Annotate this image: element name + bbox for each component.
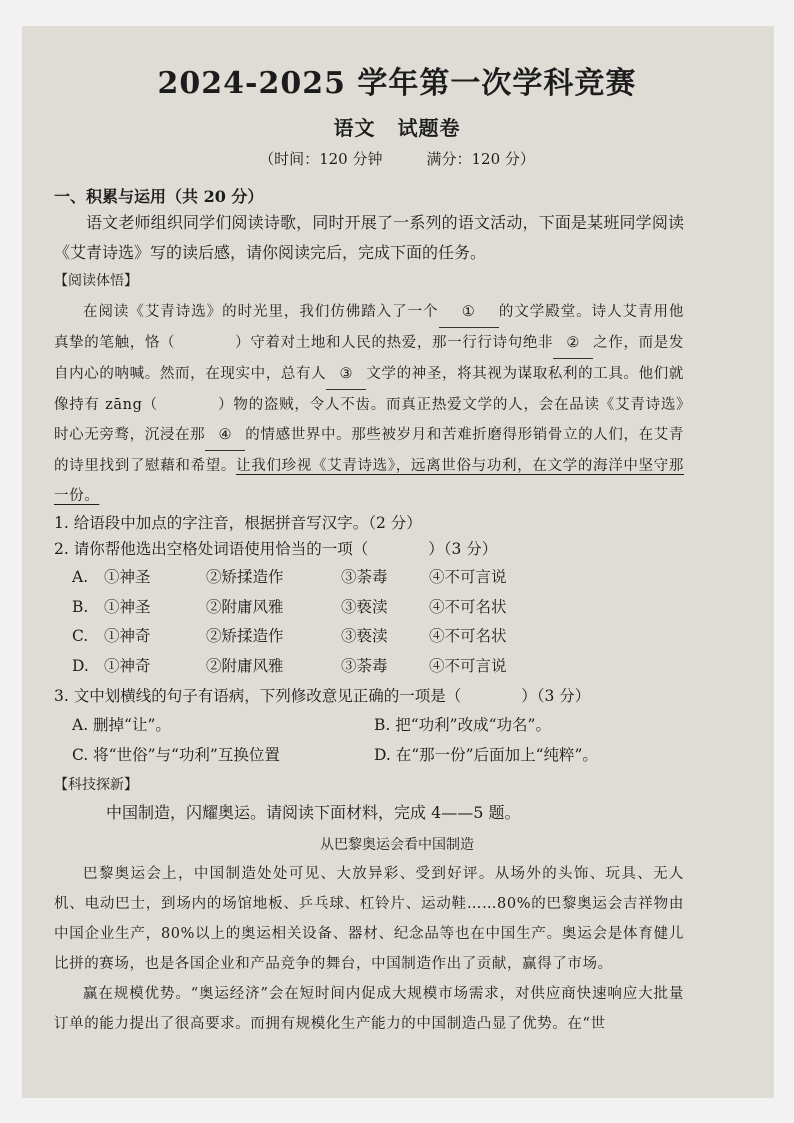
option-choice: ③荼毒 (341, 656, 388, 675)
option-c[interactable]: C. 将“世俗”与“功利”互换位置 (72, 746, 280, 764)
option-letter: C. (72, 627, 89, 645)
article-paragraph: 赢在规模优势。“奥运经济”会在短时间内促成大规模市场需求，对供应商快速响应大批量订单的能力提出了很高要求。而拥有规模化生产能力的中国制造凸显了优势。在“世 (54, 986, 684, 1032)
paper-label: 试题卷 (397, 116, 461, 140)
blank-1[interactable]: ① (439, 297, 499, 328)
option-a[interactable]: A. 删掉“让”。 (72, 716, 171, 734)
question-text: 3. 文中划横线的句子有语病，下列修改意见正确的一项是（ (54, 687, 462, 705)
passage-text: 在阅读《艾青诗选》的时光里，我们仿佛踏入了一个 (83, 304, 439, 320)
question-2-options (72, 563, 702, 681)
option-row[interactable] (72, 593, 702, 623)
time-limit: （时间：120 分钟 (259, 150, 383, 168)
option-letter: A. (72, 568, 89, 586)
option-choice: ④不可名状 (429, 627, 507, 645)
underlined-sentence: 让我们珍视《艾青诗选》，远离世俗与功利，在文学的海洋中坚守那一份。 (54, 458, 684, 504)
option-choice: ④不可言说 (429, 656, 507, 675)
question-2 (54, 537, 684, 559)
option-d[interactable]: D. 在“那一份”后面加上“纯粹”。 (374, 746, 598, 764)
question-1: 1. 给语段中加点的字注音，根据拼音写汉字。（2 分） (54, 514, 422, 532)
option-row[interactable] (72, 563, 702, 593)
option-choice: ③荼毒 (341, 568, 388, 586)
question-text: 2. 请你帮他选出空格处词语使用恰当的一项（ (54, 540, 369, 558)
passage-text: ）守着对土地和人民的热爱，那一行行诗句绝非 (235, 335, 554, 351)
article-body (54, 859, 684, 1039)
option-choice: ②矫揉造作 (206, 627, 284, 645)
article-title: 从巴黎奥运会看中国制造 (320, 837, 474, 853)
passage-text: 之作，而是发自内心的呐喊。然而，在现实中，总有人 (54, 335, 684, 382)
blank-4[interactable]: ④ (205, 420, 245, 451)
option-choice: ①神圣 (104, 597, 151, 616)
section-heading: 一、积累与运用（共 20 分） (54, 187, 264, 206)
passage-text: ）物的盗贼，令人不齿。而真正热爱文学的人，会在品读《艾青诗选》时心无旁骛，沉浸在那 (54, 397, 684, 443)
section-intro: 语文老师组织同学们阅读诗歌，同时开展了一系列的语文活动，下面是某班同学阅读《艾青诗选》写的读后感，请你阅读完后，完成下面的任务。 (54, 213, 684, 262)
article-paragraph: 巴黎奥运会上，中国制造处处可见、大放异彩、受到好评。从场外的头饰、玩具、无人机、电动巴士，到场内的场馆地板、乒乓球、杠铃片、运动鞋……80%的巴黎奥运会吉祥物由中国企业生产，80%以上的奥运相关设备、器材、纪念品等也在中国生产。奥运会是体育健儿比拼的赛场，也是各国企业和产品竞争的舞台，中国制造作出了贡献，赢得了市场。 (54, 866, 684, 972)
option-letter: D. (72, 656, 89, 675)
option-choice: ①神奇 (104, 627, 151, 645)
option-row[interactable] (72, 652, 702, 682)
exam-title: 2024-2025 学年第一次学科竞赛 (157, 66, 637, 101)
question-score: ）（3 分） (428, 540, 498, 558)
tech-intro: 中国制造，闪耀奥运。请阅读下面材料，完成 4——5 题。 (106, 803, 521, 822)
option-choice: ②附庸风雅 (206, 597, 284, 616)
passage-text: 文学的神圣，将其视为谋取私利的工具。他们就像持有 zāng（ (54, 366, 684, 413)
option-choice: ①神奇 (104, 656, 151, 675)
exam-subtitle (0, 112, 794, 141)
option-choice: ③亵渎 (341, 627, 388, 645)
option-letter: B. (72, 597, 89, 616)
question-3 (54, 684, 684, 706)
option-choice: ④不可言说 (429, 568, 507, 586)
reading-passage (54, 297, 684, 511)
subject-label: 语文 (333, 116, 376, 140)
tech-tag: 【科技探新】 (54, 777, 138, 793)
blank-2[interactable]: ② (553, 328, 593, 359)
passage-text: 的情感世界中。那些被岁月和苦难折磨得形销骨立的人们，在艾青的诗里找到了慰藉和希望。 (54, 427, 684, 474)
blank-3[interactable]: ③ (326, 359, 366, 390)
option-choice: ④不可名状 (429, 597, 507, 616)
passage-text: 的文学殿堂。诗人艾青用他真挚的笔触，恪（ (54, 304, 684, 351)
option-choice: ①神圣 (104, 568, 151, 586)
full-score: 满分：120 分） (426, 150, 535, 168)
option-row (72, 710, 702, 740)
option-choice: ②矫揉造作 (206, 568, 284, 586)
option-row[interactable] (72, 622, 702, 652)
exam-time-info (0, 148, 794, 169)
option-b[interactable]: B. 把“功利”改成“功名”。 (374, 716, 551, 734)
option-choice: ③亵渎 (341, 597, 388, 616)
reading-tag: 【阅读体悟】 (54, 273, 138, 289)
question-score: ）（3 分） (521, 687, 591, 705)
option-choice: ②附庸风雅 (206, 656, 284, 675)
question-3-options (72, 710, 702, 770)
option-row (72, 740, 702, 770)
